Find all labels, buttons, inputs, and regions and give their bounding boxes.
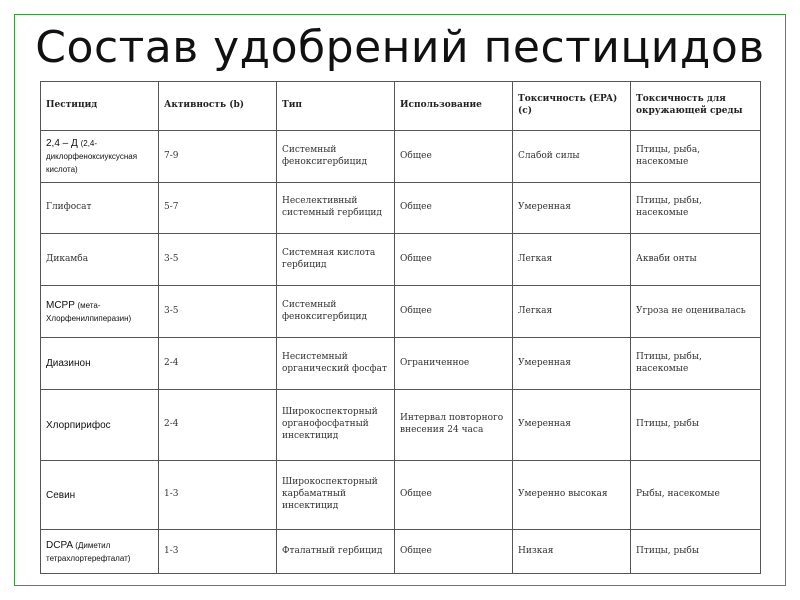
cell-type: Неселективный системный гербицид: [277, 183, 395, 234]
cell-env: Угроза не оценивалась: [631, 286, 761, 338]
header-pesticide: Пестицид: [41, 82, 159, 131]
cell-epa: Умеренная: [513, 183, 631, 234]
cell-use: Общее: [395, 286, 513, 338]
table-row: [41, 131, 761, 183]
pesticide-name: DCPA: [46, 539, 73, 551]
header-use: Использование: [395, 82, 513, 131]
pesticide-name: Хлорпирифос: [46, 419, 111, 431]
cell-epa: Легкая: [513, 234, 631, 286]
cell-activity: 5-7: [159, 183, 277, 234]
pesticide-name: Глифосат: [46, 202, 92, 213]
cell-type: Системный феноксигербицид: [277, 286, 395, 338]
table-row: [41, 183, 761, 234]
cell-epa: Умеренно высокая: [513, 461, 631, 530]
pesticide-subname: (мета-Хлорфенилпиперазин): [46, 300, 132, 323]
cell-use: Ограниченное: [395, 338, 513, 390]
header-env-toxicity: Токсичность для окружающей среды: [631, 82, 761, 131]
pesticide-name: MCPP: [46, 299, 75, 311]
pesticide-subname: (2,4-диклорфеноксиуксусная кислота): [46, 139, 138, 174]
cell-activity: 1-3: [159, 530, 277, 574]
pesticide-name: Дикамба: [46, 253, 89, 264]
pesticide-table: [40, 81, 761, 574]
cell-env: Птицы, рыбы: [631, 530, 761, 574]
cell-env: Акваби онты: [631, 234, 761, 286]
cell-use: Общее: [395, 183, 513, 234]
header-type: Тип: [277, 82, 395, 131]
header-activity: Активность (b): [159, 82, 277, 131]
cell-env: Рыбы, насекомые: [631, 461, 761, 530]
cell-type: Системный феноксигербицид: [277, 131, 395, 183]
cell-use: Общее: [395, 530, 513, 574]
cell-pesticide: [41, 338, 159, 390]
cell-use: Общее: [395, 234, 513, 286]
header-epa-toxicity: Токсичность (EPA) (c): [513, 82, 631, 131]
cell-epa: Слабой силы: [513, 131, 631, 183]
cell-activity: 3-5: [159, 234, 277, 286]
cell-pesticide: [41, 390, 159, 461]
cell-epa: Низкая: [513, 530, 631, 574]
cell-env: Птицы, рыба, насекомые: [631, 131, 761, 183]
cell-activity: 1-3: [159, 461, 277, 530]
cell-type: Системная кислота гербицид: [277, 234, 395, 286]
cell-type: Широкоспекторный карбаматный инсектицид: [277, 461, 395, 530]
cell-activity: 7-9: [159, 131, 277, 183]
table-row: [41, 338, 761, 390]
table-row: [41, 390, 761, 461]
cell-type: Фталатный гербицид: [277, 530, 395, 574]
pesticide-name: Диазинон: [46, 358, 91, 369]
cell-pesticide: [41, 183, 159, 234]
cell-pesticide: [41, 286, 159, 338]
cell-epa: Легкая: [513, 286, 631, 338]
page-title: Состав удобрений пестицидов: [35, 22, 765, 73]
cell-env: Птицы, рыбы, насекомые: [631, 338, 761, 390]
table-header-row: [41, 82, 761, 131]
cell-use: Интервал повторного внесения 24 часа: [395, 390, 513, 461]
table-row: [41, 461, 761, 530]
cell-use: Общее: [395, 131, 513, 183]
cell-type: Широкоспекторный органофосфатный инсектицид: [277, 390, 395, 461]
cell-type: Несистемный органический фосфат: [277, 338, 395, 390]
cell-pesticide: [41, 461, 159, 530]
cell-pesticide: [41, 131, 159, 183]
cell-env: Птицы, рыбы: [631, 390, 761, 461]
cell-activity: 3-5: [159, 286, 277, 338]
cell-activity: 2-4: [159, 390, 277, 461]
cell-pesticide: [41, 530, 159, 574]
pesticide-subname: (Диметил тетрахлортерефталат): [46, 540, 131, 563]
table-row: [41, 530, 761, 574]
table-row: [41, 234, 761, 286]
cell-epa: Умеренная: [513, 338, 631, 390]
pesticide-name: Севин: [46, 489, 76, 501]
cell-epa: Умеренная: [513, 390, 631, 461]
pesticide-name: 2,4 – Д: [46, 138, 78, 149]
cell-pesticide: [41, 234, 159, 286]
table-row: [41, 286, 761, 338]
cell-env: Птицы, рыбы, насекомые: [631, 183, 761, 234]
cell-use: Общее: [395, 461, 513, 530]
cell-activity: 2-4: [159, 338, 277, 390]
